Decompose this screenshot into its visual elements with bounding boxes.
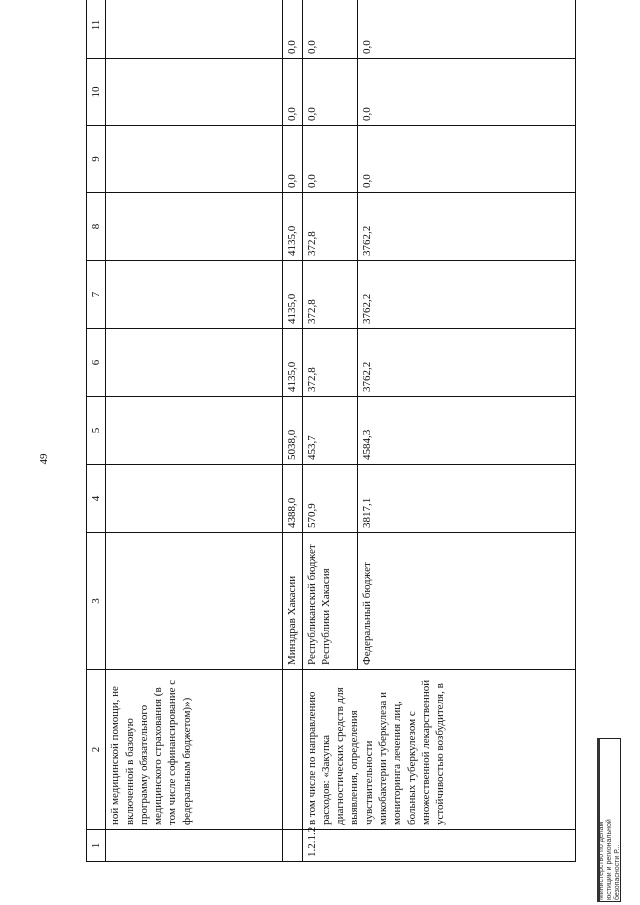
row-name: ной медицинской помощи, не включенной в базовую программу обязательного медицинского страхования (в том числе софинансирование с федеральным бюджетом)») bbox=[106, 670, 283, 830]
row-value: 0,0 bbox=[357, 59, 575, 126]
row-value: 0,0 bbox=[283, 126, 302, 193]
column-header: 3 bbox=[87, 533, 106, 670]
row-value: 3762,2 bbox=[357, 193, 575, 261]
row-name bbox=[283, 670, 302, 830]
stamp-line: безопасности Р... bbox=[614, 844, 622, 900]
row-value: 0,0 bbox=[357, 126, 575, 193]
row-value bbox=[106, 329, 283, 397]
table-row bbox=[106, 0, 283, 862]
column-header: 5 bbox=[87, 397, 106, 465]
row-value: 5038,0 bbox=[283, 397, 302, 465]
row-value: 4388,0 bbox=[283, 465, 302, 533]
table-row bbox=[302, 0, 357, 862]
row-value: 0,0 bbox=[302, 59, 357, 126]
page-number: 49 bbox=[38, 453, 50, 465]
row-value: 4584,3 bbox=[357, 397, 575, 465]
row-value: 4135,0 bbox=[283, 193, 302, 261]
row-value: 453,7 bbox=[302, 397, 357, 465]
row-value: 570,9 bbox=[302, 465, 357, 533]
column-header: 9 bbox=[87, 126, 106, 193]
table-header-row bbox=[87, 0, 106, 862]
budget-table bbox=[86, 0, 576, 862]
row-value: 372,8 bbox=[302, 329, 357, 397]
row-value bbox=[106, 261, 283, 329]
row-value bbox=[106, 465, 283, 533]
row-value: 372,8 bbox=[302, 193, 357, 261]
column-header: 1 bbox=[87, 830, 106, 862]
row-source: Минздрав Хакасии bbox=[283, 533, 302, 670]
row-source: Республиканский бюджет Республики Хакасия bbox=[302, 533, 357, 670]
row-name: в том числе по направлению расходов: «Закупка диагностических средств для выявления, определения чувствительности микобактерии туберкулеза и мониторинга лечения лиц, больных туберкулезом с множественной лекарственной устойчивостью возбудителя, в bbox=[302, 670, 575, 830]
row-code bbox=[283, 830, 302, 862]
row-source: Федеральный бюджет bbox=[357, 533, 575, 670]
row-value: 372,8 bbox=[302, 261, 357, 329]
row-value bbox=[106, 126, 283, 193]
column-header: 10 bbox=[87, 59, 106, 126]
row-code bbox=[106, 830, 283, 862]
stamp-text bbox=[598, 740, 622, 900]
row-value bbox=[106, 397, 283, 465]
column-header: 7 bbox=[87, 261, 106, 329]
column-header: 6 bbox=[87, 329, 106, 397]
row-value: 3817,1 bbox=[357, 465, 575, 533]
column-header: 4 bbox=[87, 465, 106, 533]
column-header: 11 bbox=[87, 0, 106, 59]
row-value: 3762,2 bbox=[357, 261, 575, 329]
stamp-line: Министерство по делам bbox=[597, 821, 605, 900]
row-value: 4135,0 bbox=[283, 329, 302, 397]
row-value bbox=[106, 193, 283, 261]
column-header: 2 bbox=[87, 670, 106, 830]
table-row bbox=[283, 0, 302, 862]
row-value bbox=[106, 59, 283, 126]
row-value: 0,0 bbox=[283, 59, 302, 126]
row-value bbox=[106, 0, 283, 59]
row-source bbox=[106, 533, 283, 670]
row-value: 0,0 bbox=[302, 126, 357, 193]
row-code: 1.2.1.2 bbox=[302, 830, 575, 862]
ministry-stamp bbox=[597, 738, 621, 902]
column-header: 8 bbox=[87, 193, 106, 261]
row-value: 0,0 bbox=[302, 0, 357, 59]
rotated-table-container bbox=[86, 19, 606, 862]
row-value: 4135,0 bbox=[283, 261, 302, 329]
row-value: 3762,2 bbox=[357, 329, 575, 397]
row-value: 0,0 bbox=[357, 0, 575, 59]
stamp-line: юстиции и региональной bbox=[605, 819, 613, 900]
row-value: 0,0 bbox=[283, 0, 302, 59]
